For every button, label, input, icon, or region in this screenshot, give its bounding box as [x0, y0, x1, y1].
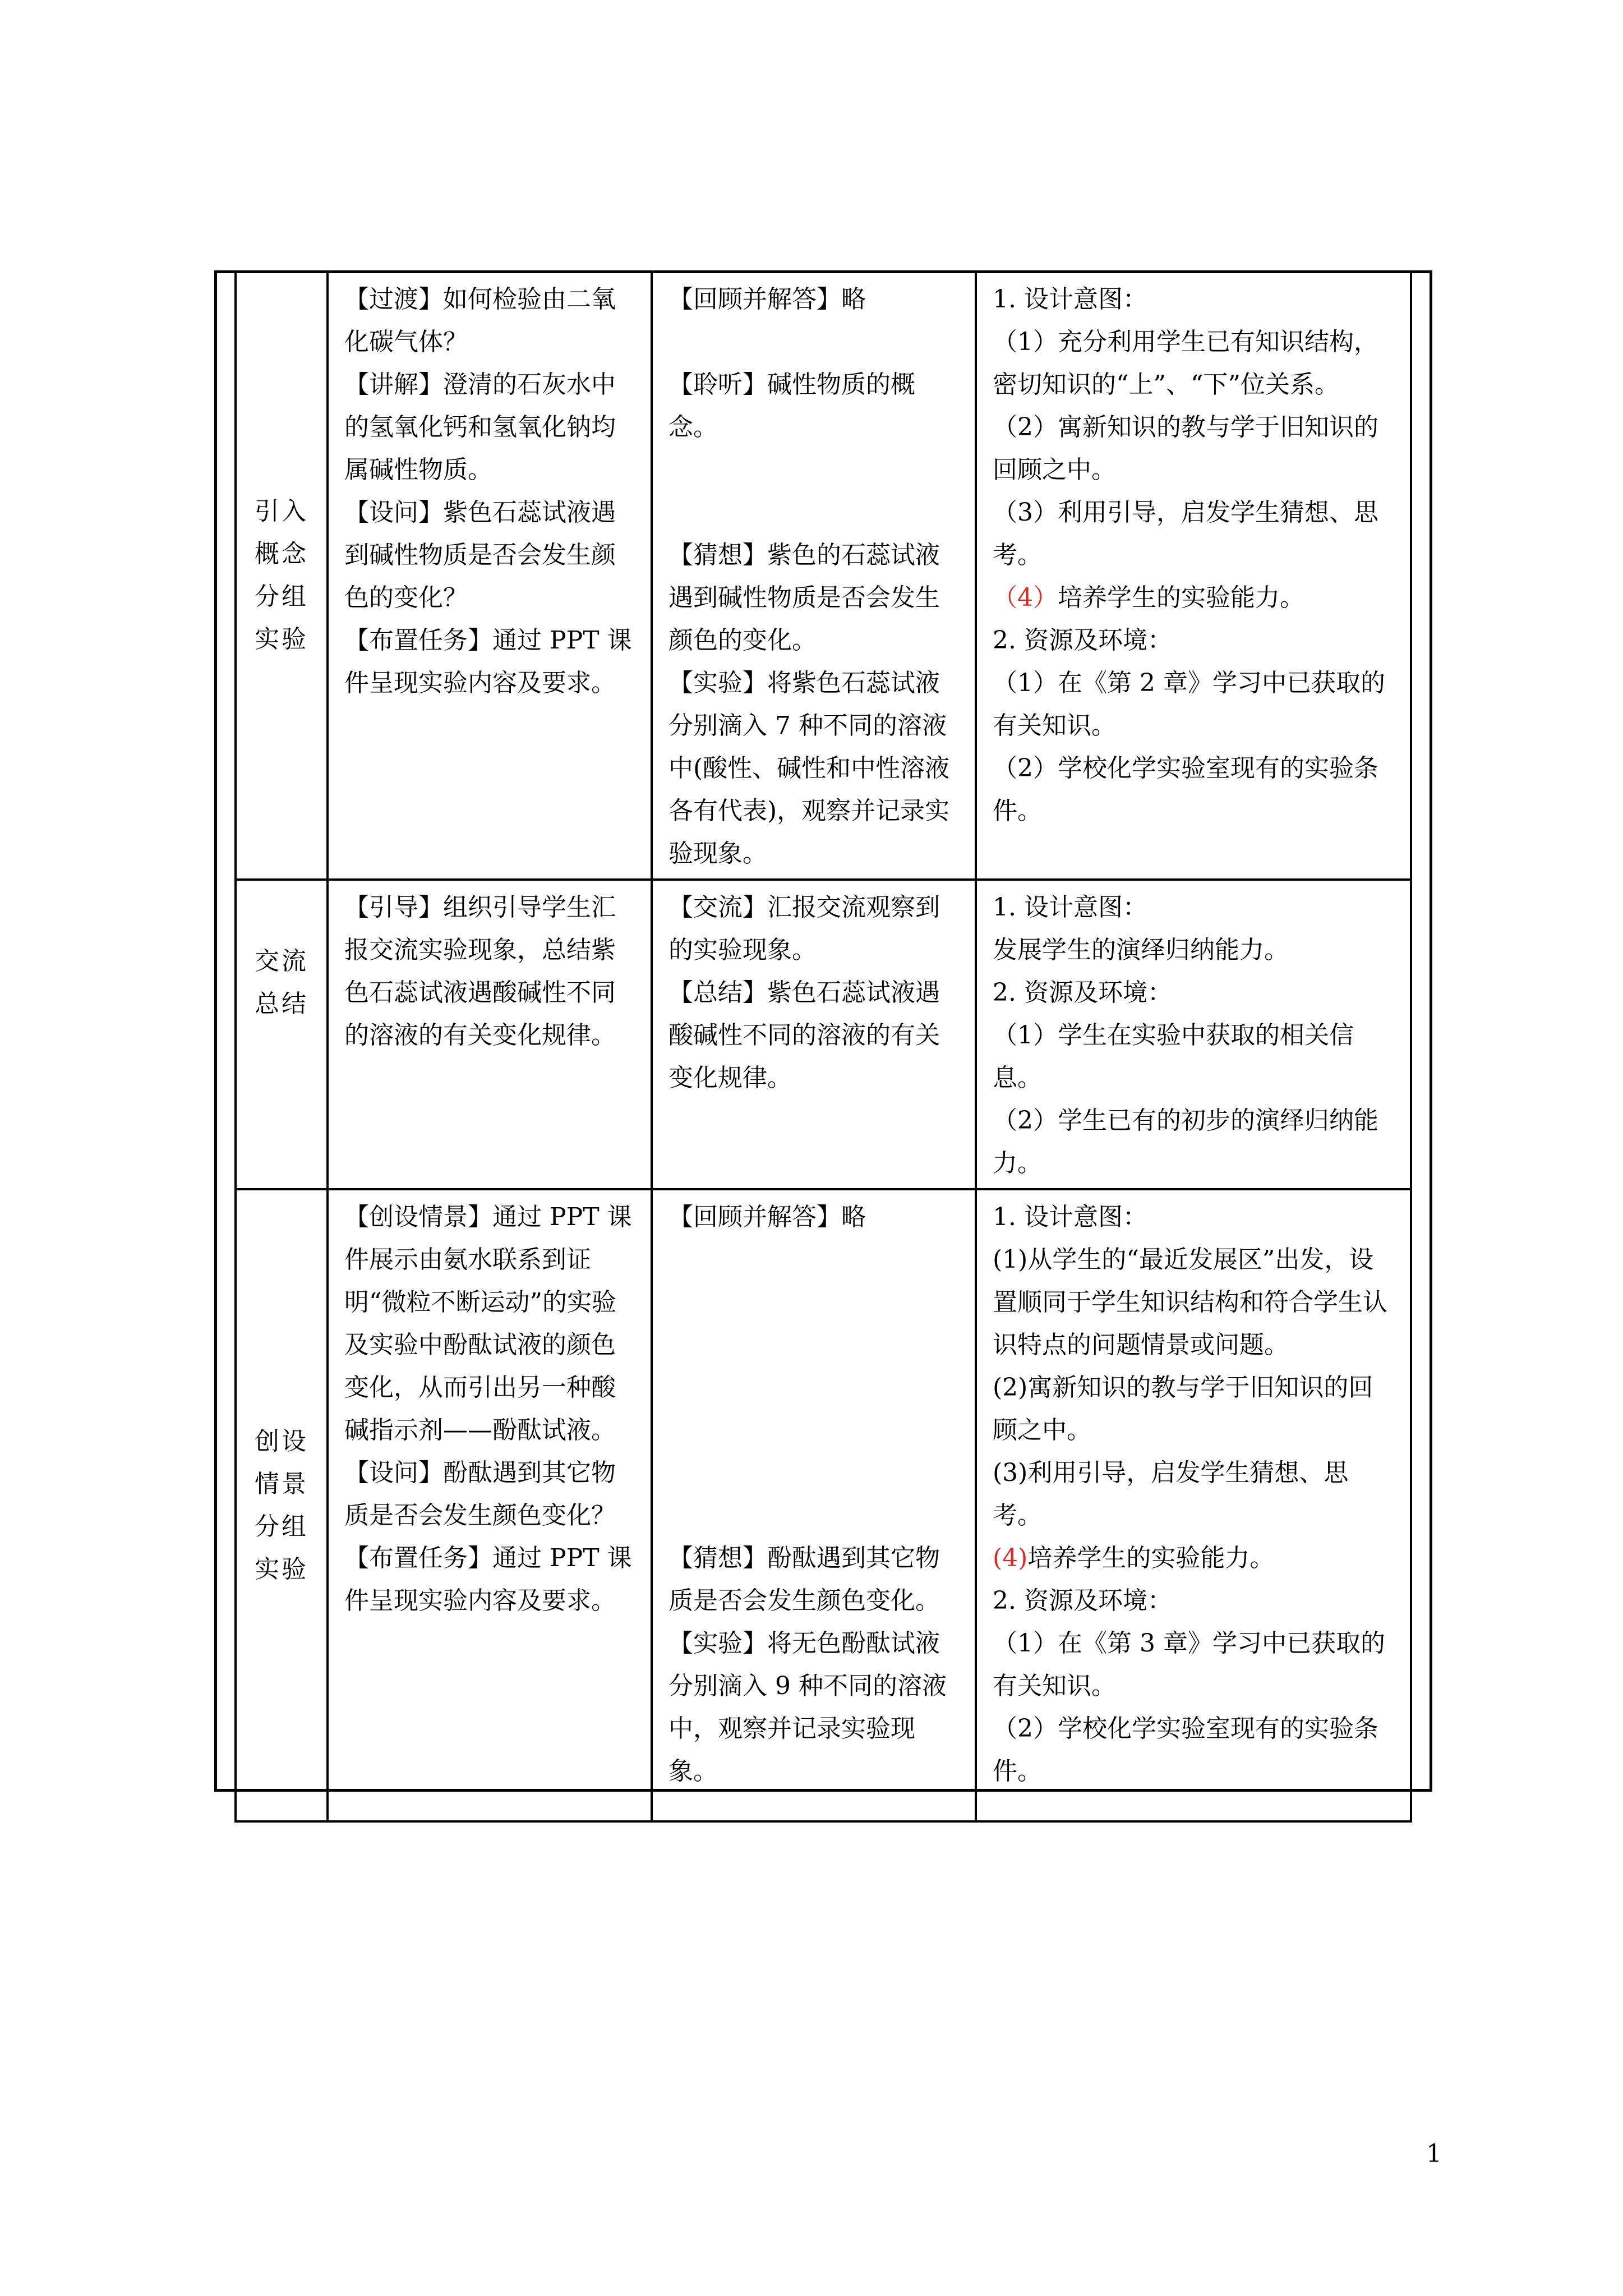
student-activity: 【回顾并解答】略	[668, 285, 866, 314]
teacher-activity: 【布置任务】通过 PPT 课件呈现实验内容及要求。	[344, 1544, 632, 1615]
teacher-activity: 【设问】紫色石蕊试液遇到碱性物质是否会发生颜色的变化？	[344, 498, 616, 612]
intent-line: （2）寓新知识的教与学于旧知识的回顾之中。	[993, 413, 1378, 484]
intent-line: 1. 设计意图：	[993, 285, 1147, 314]
intent-line: （2）学生已有的初步的演绎归纳能力。	[993, 1106, 1378, 1177]
lesson-plan-table	[234, 270, 1412, 1823]
intent-line: (2)寓新知识的教与学于旧知识的回顾之中。	[993, 1373, 1373, 1444]
intent-line: （1）学生在实验中获取的相关信息。	[993, 1021, 1354, 1092]
stage-label: 总结	[255, 990, 308, 1018]
stage-label: 交流	[255, 947, 308, 976]
stage-label: 引入	[255, 497, 308, 526]
stage-cell	[236, 1189, 328, 1821]
stage-label: 实验	[255, 625, 308, 654]
student-activity: 【实验】将无色酚酞试液分别滴入 9 种不同的溶液中，观察并记录实验现象。	[668, 1629, 947, 1786]
table-row	[236, 880, 1411, 1189]
intent-line: （1）充分利用学生已有知识结构，密切知识的“上”、“下”位关系。	[993, 328, 1378, 399]
intent-line: 1. 设计意图：	[993, 893, 1147, 922]
stage-label: 实验	[255, 1554, 308, 1584]
intent-line: (3)利用引导，启发学生猜想、思考。	[993, 1458, 1349, 1530]
stage-cell	[236, 272, 328, 880]
intent-line: 2. 资源及环境：	[993, 626, 1172, 655]
intent-line: 发展学生的演绎归纳能力。	[993, 936, 1289, 964]
teacher-activity: 【布置任务】通过 PPT 课件呈现实验内容及要求。	[344, 626, 632, 697]
teacher-activity-cell	[328, 1189, 652, 1821]
student-activity: 【总结】紫色石蕊试液遇酸碱性不同的溶液的有关变化规律。	[668, 978, 940, 1092]
design-intent-cell	[976, 880, 1411, 1189]
teacher-activity: 【过渡】如何检验由二氧化碳气体？	[344, 285, 616, 356]
intent-line: （2）学校化学实验室现有的实验条件。	[993, 1714, 1378, 1786]
teacher-activity-cell	[328, 880, 652, 1189]
student-activity: 【回顾并解答】略	[668, 1203, 866, 1231]
student-activity-cell	[652, 880, 976, 1189]
intent-line: （2）学校化学实验室现有的实验条件。	[993, 754, 1378, 825]
intent-text: 培养学生的实验能力。	[1058, 583, 1304, 612]
student-activity-cell	[652, 272, 976, 880]
teacher-activity: 【创设情景】通过 PPT 课件展示由氨水联系到证明“微粒不断运动”的实验及实验中酚酞试液的颜色变化，从而引出另一种酸碱指示剂——酚酞试液。	[344, 1203, 632, 1444]
intent-line	[993, 1537, 1398, 1580]
stage-label: 分组	[255, 582, 308, 611]
intent-line: 2. 资源及环境：	[993, 1586, 1172, 1615]
page-number: 1	[1426, 2139, 1442, 2168]
table-row	[236, 1189, 1411, 1821]
teacher-activity: 【讲解】澄清的石灰水中的氢氧化钙和氢氧化钠均属碱性物质。	[344, 370, 616, 484]
stage-cell	[236, 880, 328, 1189]
intent-line: （1）在《第 3 章》学习中已获取的有关知识。	[993, 1629, 1385, 1700]
student-activity: 【猜想】紫色的石蕊试液遇到碱性物质是否会发生颜色的变化。	[668, 541, 940, 655]
intent-line: （3）利用引导，启发学生猜想、思考。	[993, 498, 1378, 569]
intent-line: 1. 设计意图：	[993, 1203, 1147, 1231]
table-row	[236, 272, 1411, 880]
design-intent-cell	[976, 1189, 1411, 1821]
intent-number-highlight: (4)	[993, 1544, 1028, 1572]
intent-text: 培养学生的实验能力。	[1027, 1544, 1275, 1572]
stage-label: 创设	[255, 1427, 308, 1456]
stage-label: 概念	[255, 540, 308, 568]
student-activity-cell	[652, 1189, 976, 1821]
teacher-activity-cell	[328, 272, 652, 880]
student-activity: 【聆听】碱性物质的概念。	[668, 370, 915, 441]
stage-label: 分组	[255, 1512, 308, 1541]
stage-label: 情景	[255, 1469, 308, 1498]
intent-line: (1)从学生的“最近发展区”出发，设置顺同于学生知识结构和符合学生认识特点的问题情景或问题。	[993, 1245, 1387, 1359]
intent-line	[993, 577, 1398, 619]
teacher-activity: 【引导】组织引导学生汇报交流实验现象，总结紫色石蕊试液遇酸碱性不同的溶液的有关变化规律。	[344, 893, 616, 1050]
teacher-activity: 【设问】酚酞遇到其它物质是否会发生颜色变化？	[344, 1458, 616, 1530]
intent-line: 2. 资源及环境：	[993, 978, 1172, 1007]
student-activity: 【猜想】酚酞遇到其它物质是否会发生颜色变化。	[668, 1544, 940, 1615]
intent-line: （1）在《第 2 章》学习中已获取的有关知识。	[993, 669, 1385, 740]
student-activity: 【交流】汇报交流观察到的实验现象。	[668, 893, 940, 964]
design-intent-cell	[976, 272, 1411, 880]
intent-number-highlight: （4）	[993, 583, 1058, 612]
student-activity: 【实验】将紫色石蕊试液分别滴入 7 种不同的溶液中(酸性、碱性和中性溶液各有代表)，观察并记录实验现象。	[668, 669, 950, 868]
